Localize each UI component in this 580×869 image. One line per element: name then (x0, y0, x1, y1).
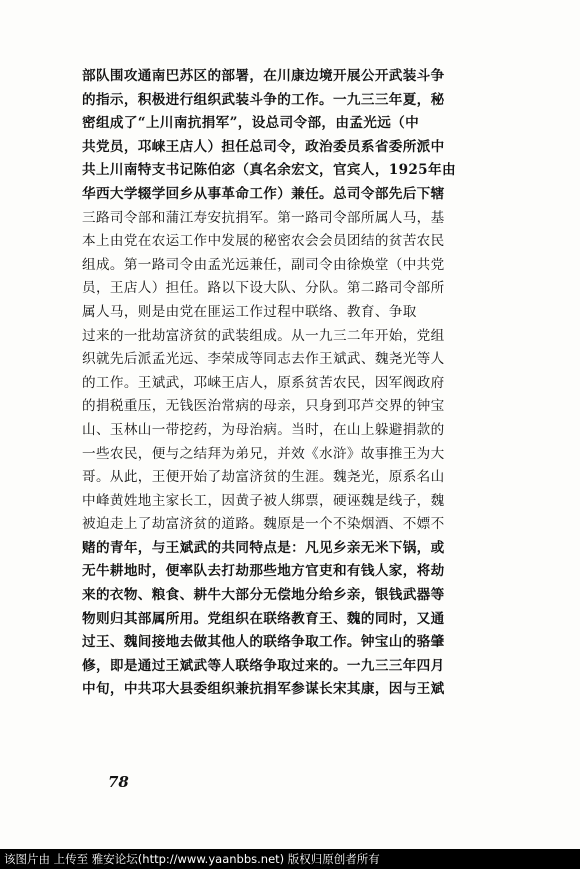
text-line: 中峰黄姓地主家长工，因黄子被人绑票，硬诬魏是线子，魏 (82, 492, 445, 509)
text-line: 修，即是通过王斌武等人联络争取过来的。一九三三年四月 (82, 657, 445, 674)
text-line: 过来的一批劫富济贫的武装组成。从一九三二年开始，党组 (82, 327, 445, 344)
text-line: 过王、魏间接地去做其他人的联络争取工作。钟宝山的骆肇 (82, 634, 445, 651)
text-line: 三路司令部和蒲江寿安抗捐军。第一路司令部所属人马，基 (82, 209, 445, 226)
watermark-footer (0, 849, 580, 869)
text-line: 哥。从此，王便开始了劫富济贫的生涯。魏尧光，原系名山 (82, 469, 445, 486)
text-line: 来的衣物、粮食、耕牛大部分无偿地分给乡亲，银钱武器等 (82, 587, 445, 604)
text-line: 的指示，积极进行组织武装斗争的工作。一九三三年夏，秘 (82, 91, 445, 108)
text-line: 组成。第一路司令由孟光远兼任，副司令由徐焕堂（中共党 (82, 256, 445, 273)
text-line: 物则归其部属所用。党组织在联络教育王、魏的同时，又通 (82, 610, 445, 627)
text-line: 华西大学辍学回乡从事革命工作）兼任。总司令部先后下辖 (82, 185, 445, 202)
text-line: 一些农民，便与之结拜为弟兄，并效《水浒》故事推王为大 (82, 445, 445, 462)
text-line: 赌的青年，与王斌武的共同特点是：凡见乡亲无米下锅，或 (82, 539, 445, 556)
text-line: 共党员，邛崃王店人）担任总司令，政治委员系省委所派中 (82, 138, 445, 155)
text-line: 部队围攻通南巴苏区的部署，在川康边境开展公开武装斗争 (82, 68, 445, 84)
text-line: 中旬，中共邛大县委组织兼抗捐军参谋长宋其康，因与王斌 (82, 681, 445, 698)
text-line: 共上川南特支书记陈伯宓（真名余宏文，官宾人，1925年由 (82, 162, 456, 179)
text-line: 山、玉林山一带挖药，为母治病。当时，在山上躲避捐款的 (82, 421, 445, 438)
text-line: 属人马，则是由党在匪运工作过程中联络、教育、争取 (82, 303, 417, 320)
text-line: 无牛耕地时，便率队去打劫那些地方官吏和有钱人家，将劫 (82, 563, 445, 580)
text-line: 织就先后派孟光远、李荣成等同志去作王斌武、魏尧光等人 (82, 351, 445, 368)
text-line: 被迫走上了劫富济贫的道路。魏原是一个不染烟酒、不嫖不 (82, 516, 445, 533)
text-line: 的工作。王斌武，邛崃王店人，原系贫苦农民，因军阀政府 (82, 374, 445, 391)
page-number: 78 (108, 773, 129, 791)
text-line: 本上由党在农运工作中发展的秘密农会会员团结的贫苦农民 (82, 233, 445, 250)
footer-text: 该图片由 上传至 雅安论坛(http://www.yaanbbs.net) 版权归原创者所有 (4, 852, 380, 866)
text-line: 员，王店人）担任。路以下设大队、分队。第二路司令部所 (82, 280, 445, 297)
text-line: 的捐税重压，无钱医治常病的母亲，只身到邛芦交界的钟宝 (82, 398, 445, 415)
body-text (82, 65, 498, 702)
text-line: 密组成了“上川南抗捐军”，设总司令部，由孟光远（中 (82, 115, 420, 132)
